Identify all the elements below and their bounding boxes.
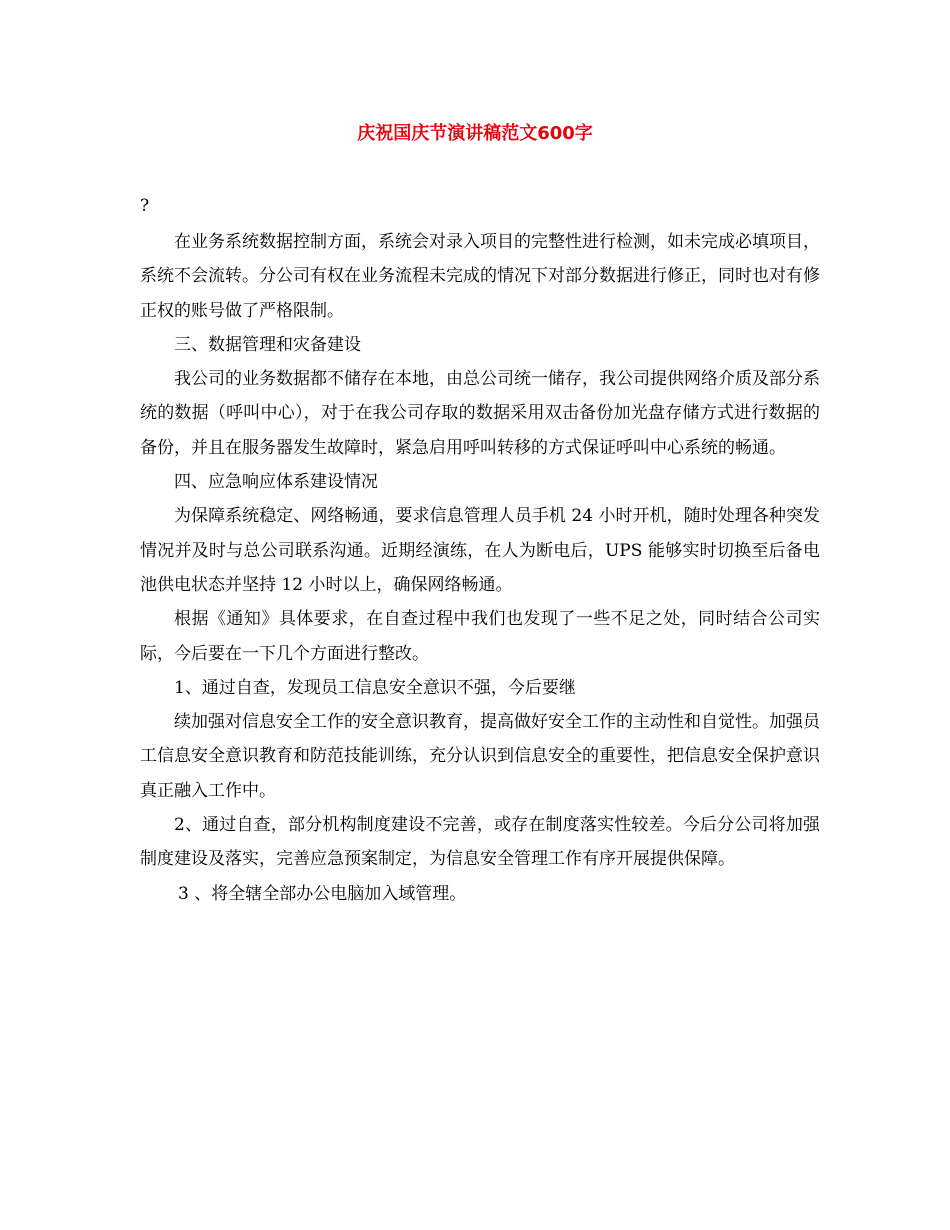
paragraph-security-awareness: 续加强对信息安全工作的安全意识教育，提高做好安全工作的主动性和自觉性。加强员工信息安全意识教育和防范技能训练，充分认识到信息安全的重要性，把信息安全保护意识真正融入工作中。	[140, 712, 820, 801]
paragraph-data-storage: 我公司的业务数据都不储存在本地，由总公司统一储存，我公司提供网络介质及部分系统的数据（呼叫中心），对于在我公司存取的数据采用双击备份加光盘存储方式进行数据的备份，并且在服务器发生故障时，紧急启用呼叫转移的方式保证呼叫中心系统的畅通。	[140, 369, 820, 458]
paragraph-emergency-measures: 为保障系统稳定、网络畅通，要求信息管理人员手机 24 小时开机，随时处理各种突发情况并及时与总公司联系沟通。近期经演练，在人为断电后，UPS 能够实时切换至后备电池供电状态并坚持 12 小时以上，确保网络畅通。	[140, 506, 820, 595]
heading-data-management: 三、数据管理和灾备建设	[174, 334, 361, 355]
paragraph-data-control: 在业务系统数据控制方面，系统会对录入项目的完整性进行检测，如未完成必填项目，系统不会流转。分公司有权在业务流程未完成的情况下对部分数据进行修正，同时也对有修正权的账号做了严格限制。	[140, 232, 820, 321]
list-item-2: 2、通过自查，部分机构制度建设不完善，或存在制度落实性较差。今后分公司将加强制度建设及落实，完善应急预案制定，为信息安全管理工作有序开展提供保障。	[140, 815, 820, 870]
paragraph-rectification-intro: 根据《通知》具体要求，在自查过程中我们也发现了一些不足之处，同时结合公司实际，今后要在一下几个方面进行整改。	[140, 609, 820, 664]
document-body	[140, 225, 820, 911]
question-mark-marker: ?	[140, 196, 150, 216]
list-item-1: 1、通过自查，发现员工信息安全意识不强，今后要继	[174, 677, 576, 698]
list-item-3: 3 、将全辖全部办公电脑加入域管理。	[178, 883, 467, 904]
heading-emergency-response: 四、应急响应体系建设情况	[174, 472, 378, 493]
document-title: 庆祝国庆节演讲稿范文600字	[357, 123, 593, 144]
